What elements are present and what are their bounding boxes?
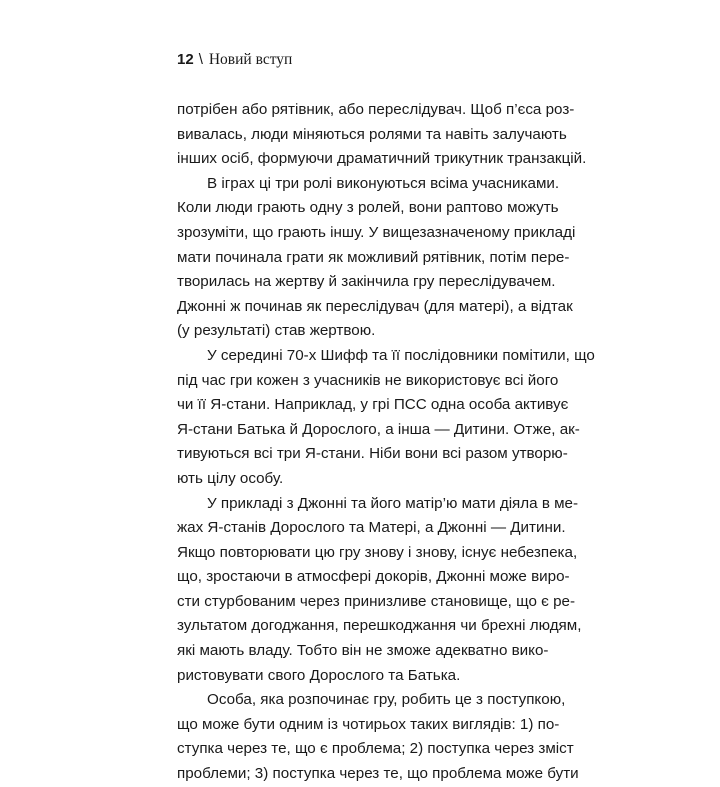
text-line: У прикладі з Джонні та його матір’ю мати діяла в ме- [207, 494, 579, 512]
text-line: Якщо повторювати цю гру знову і знову, існує небезпека, [177, 543, 578, 561]
text-line: В іграх ці три ролі виконуються всіма учасниками. [207, 174, 560, 192]
text-line: зультатом догоджання, перешкоджання чи брехні людям, [177, 617, 582, 635]
text-line: Джонні ж починав як переслідувач (для матері), а відтак [177, 297, 573, 315]
text-line: які мають владу. Тобто він не зможе адекватно вико- [177, 642, 549, 660]
text-line: вивалась, люди міняються ролями та навіть залучають [177, 125, 567, 143]
text-line: під час гри кожен з учасників не використовує всі його [177, 371, 559, 389]
text-line: що може бути одним із чотирьох таких виглядів: 1) по- [177, 715, 560, 733]
text-line: жах Я-станів Дорослого та Матері, а Джонні — Дитини. [177, 519, 566, 537]
text-line: сти стурбованим через принизливе становище, що є ре- [177, 592, 576, 610]
text-line: ють цілу особу. [177, 469, 284, 487]
body-text [177, 98, 595, 787]
text-line: зрозуміти, що грають іншу. У вищезазначеному прикладі [177, 223, 576, 241]
text-line: творилась на жертву й закінчила гру переслідувачем. [177, 273, 556, 291]
running-title: Новий вступ [208, 51, 293, 68]
text-line: що, зростаючи в атмосфері докорів, Джонні може виро- [177, 568, 570, 586]
text-line: інших осіб, формуючи драматичний трикутник транзакцій. [177, 150, 587, 168]
text-line: У середині 70-х Шифф та її послідовники помітили, що [207, 346, 595, 364]
text-line: ступка через те, що є проблема; 2) поступка через зміст [177, 740, 574, 758]
text-line: проблеми; 3) поступка через те, що проблема може бути [177, 765, 579, 783]
page-header [177, 50, 292, 70]
text-line: тивуються всі три Я-стани. Ніби вони всі разом утворю- [177, 445, 568, 463]
text-line: ристовувати свого Дорослого та Батька. [177, 666, 461, 684]
text-line: потрібен або рятівник, або переслідувач. Щоб п’єса роз- [177, 101, 575, 118]
text-line: Коли люди грають одну з ролей, вони раптово можуть [177, 199, 559, 217]
text-line: (у результаті) став жертвою. [177, 322, 376, 340]
page-number: 12 [177, 51, 194, 68]
header-separator: \ [198, 51, 203, 68]
text-line: Особа, яка розпочинає гру, робить це з поступкою, [207, 691, 566, 709]
text-line: Я-стани Батька й Дорослого, а інша — Дитини. Отже, ак- [177, 420, 580, 438]
text-line: мати починала грати як можливий рятівник, потім пере- [177, 248, 570, 266]
text-line: чи її Я-стани. Наприклад, у грі ПСС одна особа активує [177, 396, 569, 414]
